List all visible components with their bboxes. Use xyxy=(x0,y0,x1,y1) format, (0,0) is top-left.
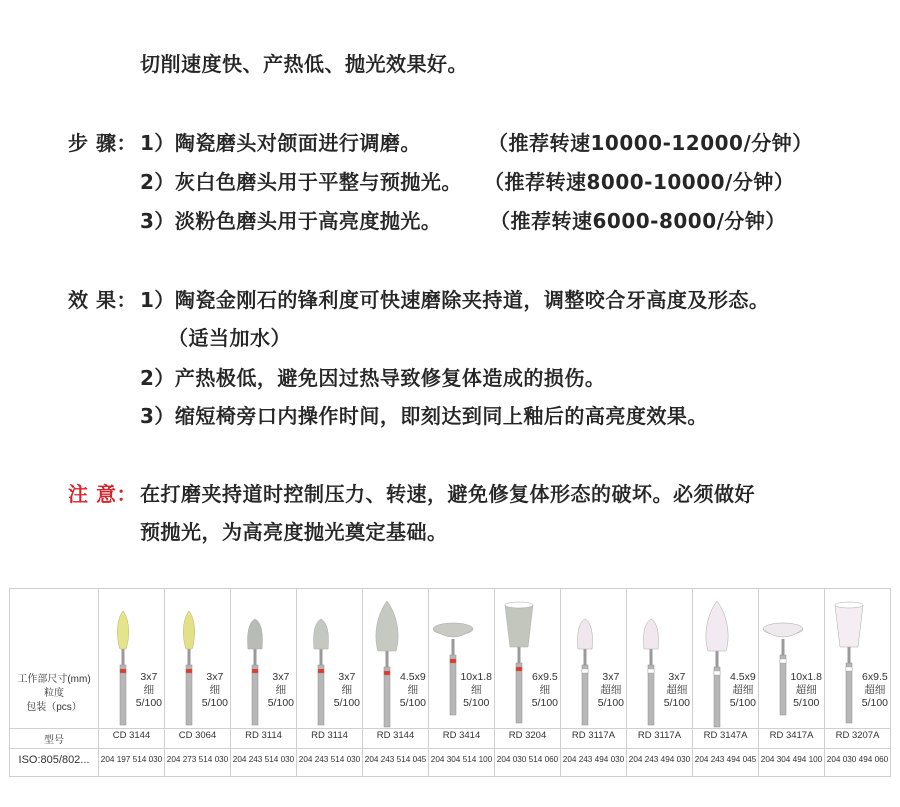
product-model: RD 3114 xyxy=(245,730,282,741)
product-pack: 5/100 xyxy=(729,697,756,709)
product-iso-code: 204 243 514 030 xyxy=(232,755,295,764)
product-pack: 5/100 xyxy=(201,697,228,709)
product-column xyxy=(758,589,824,776)
product-grit: 超细 xyxy=(732,684,754,696)
product-pack: 5/100 xyxy=(531,697,558,709)
steps-label: 步 骤： xyxy=(68,131,137,155)
product-grit: 细 xyxy=(275,684,287,696)
product-pack: 5/100 xyxy=(267,697,294,709)
product-model: RD 3417A xyxy=(769,730,814,741)
product-column xyxy=(296,589,362,776)
product-column xyxy=(98,589,164,776)
effect-3-text: 3）缩短椅旁口内操作时间，即刻达到同上釉后的高亮度效果。 xyxy=(140,404,708,428)
product-grit: 超细 xyxy=(666,684,688,696)
product-iso-code: 204 273 514 030 xyxy=(166,755,229,764)
product-model: RD 3414 xyxy=(442,730,481,741)
effects-label: 效 果： xyxy=(68,288,137,312)
product-pack: 5/100 xyxy=(333,697,360,709)
effect-1-note: （适当加水） xyxy=(168,326,291,350)
product-grit: 细 xyxy=(539,684,551,696)
product-pack: 5/100 xyxy=(463,697,490,709)
product-spec xyxy=(598,671,624,710)
effect-2-text: 2）产热极低，避免因过热导致修复体造成的损伤。 xyxy=(140,366,606,390)
product-size: 3x7 xyxy=(140,671,158,683)
row-label-spec xyxy=(10,673,98,715)
product-model: CD 3144 xyxy=(112,730,151,741)
product-iso-code: 204 243 494 030 xyxy=(562,755,625,764)
product-iso-code: 204 030 514 060 xyxy=(496,755,559,764)
product-column xyxy=(626,589,692,776)
product-model: RD 3117A xyxy=(637,730,682,741)
product-grit: 超细 xyxy=(864,684,886,696)
product-pack: 5/100 xyxy=(399,697,426,709)
step-1-text: 1）陶瓷磨头对颌面进行调磨。 xyxy=(140,131,421,155)
product-column xyxy=(428,589,494,776)
product-column xyxy=(362,589,428,776)
product-grit: 细 xyxy=(407,684,419,696)
row-label-iso: ISO:805/802... xyxy=(18,754,90,766)
product-iso-code: 204 304 494 100 xyxy=(760,755,823,764)
row-label-pack: 包装（pcs） xyxy=(26,702,82,713)
product-column xyxy=(230,589,296,776)
product-size: 3x7 xyxy=(206,671,224,683)
product-pack: 5/100 xyxy=(597,697,624,709)
product-pack: 5/100 xyxy=(663,697,690,709)
product-size: 3x7 xyxy=(668,671,686,683)
product-size: 6x9.5 xyxy=(862,671,888,683)
note-line-2: 预抛光，为高亮度抛光奠定基础。 xyxy=(140,520,448,544)
product-spec xyxy=(334,671,360,710)
step-2-speed: （推荐转速8000-10000/分钟） xyxy=(484,170,795,194)
product-column xyxy=(164,589,230,776)
product-column xyxy=(560,589,626,776)
product-column xyxy=(824,589,890,776)
product-column xyxy=(494,589,560,776)
product-grit: 细 xyxy=(341,684,353,696)
product-iso-code: 204 197 514 030 xyxy=(100,755,163,764)
product-size: 4.5x9 xyxy=(730,671,756,683)
effect-1-text: 1）陶瓷金刚石的锋利度可快速磨除夹持道，调整咬合牙高度及形态。 xyxy=(140,288,770,312)
product-size: 10x1.8 xyxy=(790,671,822,683)
product-model: RD 3207A xyxy=(835,730,880,741)
product-grit: 细 xyxy=(470,684,482,696)
product-grit: 超细 xyxy=(795,684,817,696)
product-grit: 细 xyxy=(209,684,221,696)
product-model: RD 3114 xyxy=(311,730,348,741)
product-spec xyxy=(136,671,162,710)
product-size: 10x1.8 xyxy=(460,671,492,683)
product-spec xyxy=(532,671,558,710)
product-iso-code: 204 243 494 045 xyxy=(694,755,757,764)
product-iso-code: 204 243 514 030 xyxy=(298,755,361,764)
product-size: 4.5x9 xyxy=(400,671,426,683)
step-3-text: 3）淡粉色磨头用于高亮度抛光。 xyxy=(140,209,442,233)
product-iso-code: 204 243 514 045 xyxy=(364,755,427,764)
product-size: 6x9.5 xyxy=(532,671,558,683)
product-spec xyxy=(202,671,228,710)
product-iso-code: 204 030 494 060 xyxy=(826,755,889,764)
product-pack: 5/100 xyxy=(135,697,162,709)
product-size: 3x7 xyxy=(602,671,620,683)
product-model: RD 3204 xyxy=(508,730,547,741)
product-column xyxy=(692,589,758,776)
product-grit: 细 xyxy=(143,684,155,696)
product-iso-code: 204 304 514 100 xyxy=(430,755,493,764)
product-model: RD 3147A xyxy=(703,730,748,741)
product-spec xyxy=(862,671,888,710)
row-label-grit: 粒度 xyxy=(44,688,64,699)
intro-text: 切削速度快、产热低、抛光效果好。 xyxy=(140,52,468,76)
product-iso-code: 204 243 494 030 xyxy=(628,755,691,764)
product-spec xyxy=(730,671,756,710)
step-3-speed: （推荐转速6000-8000/分钟） xyxy=(490,209,786,233)
note-line-1: 在打磨夹持道时控制压力、转速，避免修复体形态的破坏。必须做好 xyxy=(140,482,755,506)
product-table xyxy=(9,588,891,777)
product-spec xyxy=(460,671,492,710)
product-spec xyxy=(268,671,294,710)
row-label-model: 型号 xyxy=(44,735,64,746)
product-size: 3x7 xyxy=(272,671,290,683)
product-pack: 5/100 xyxy=(861,697,888,709)
product-grit: 超细 xyxy=(600,684,622,696)
product-spec xyxy=(790,671,822,710)
product-pack: 5/100 xyxy=(793,697,820,709)
product-model: CD 3064 xyxy=(178,730,217,741)
step-2-text: 2）灰白色磨头用于平整与预抛光。 xyxy=(140,170,462,194)
note-label: 注 意： xyxy=(68,482,137,506)
product-spec xyxy=(400,671,426,710)
product-model: RD 3117A xyxy=(571,730,616,741)
product-spec xyxy=(664,671,690,710)
product-size: 3x7 xyxy=(338,671,356,683)
product-model: RD 3144 xyxy=(376,730,415,741)
row-label-size: 工作部尺寸(mm) xyxy=(17,674,91,685)
step-1-speed: （推荐转速10000-12000/分钟） xyxy=(488,131,813,155)
